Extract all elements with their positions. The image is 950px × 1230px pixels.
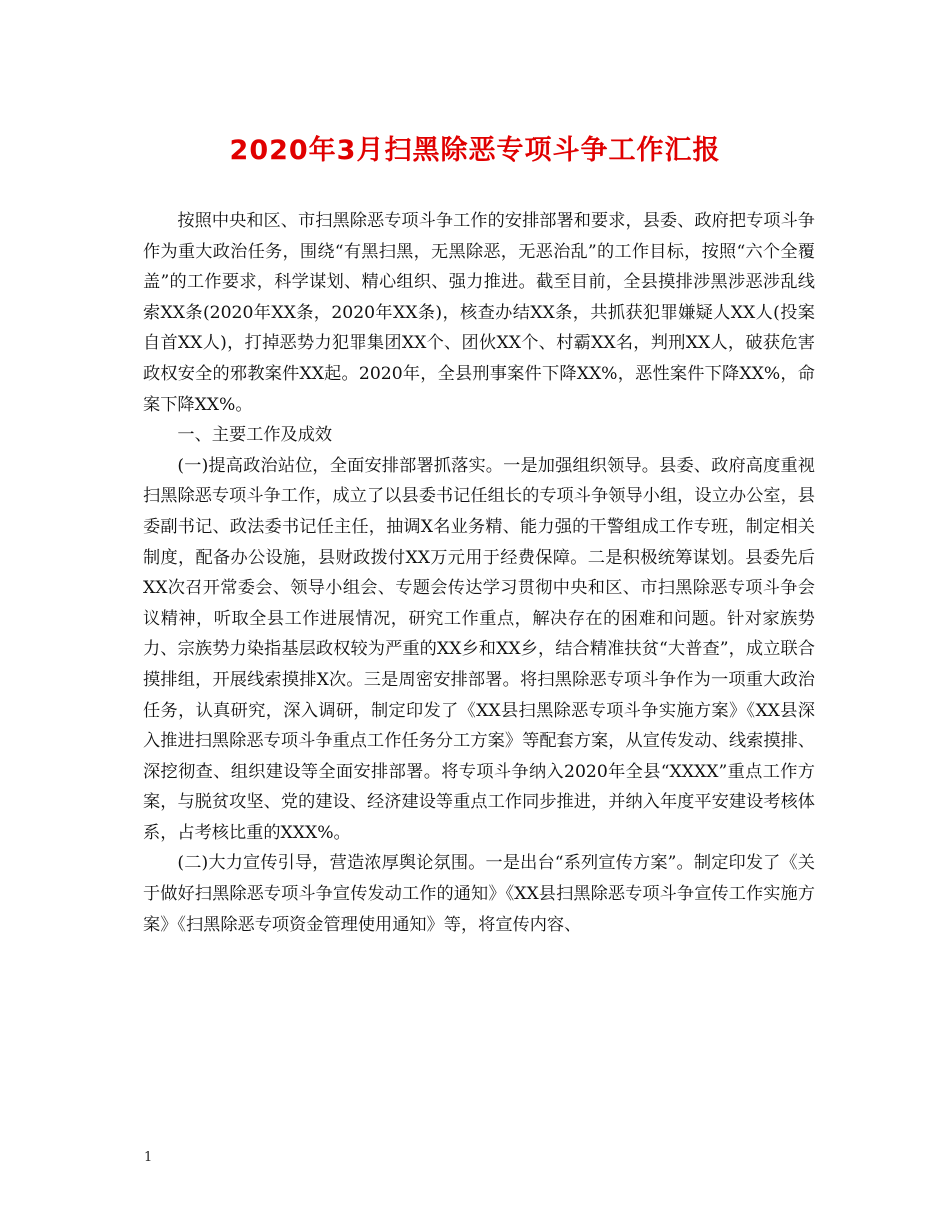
intro-paragraph: 按照中央和区、市扫黑除恶专项斗争工作的安排部署和要求，县委、政府把专项斗争作为重大政治任务，围绕“有黑扫黑，无黑除恶，无恶治乱”的工作目标，按照“六个全覆盖”的工作要求，科学谋划、精心组织、强力推进。截至目前，全县摸排涉黑涉恶涉乱线索XX条(2020年XX条，2020年XX条)，核查办结XX条，共抓获犯罪嫌疑人XX人(投案自首XX人)，打掉恶势力犯罪集团XX个、团伙XX个、村霸XX名，判刑XX人，破获危害政权安全的邪教案件XX起。2020年，全县刑事案件下降XX%，恶性案件下降XX%，命案下降XX%。 bbox=[143, 211, 815, 415]
subsection-paragraph-1: (一)提高政治站位，全面安排部署抓落实。一是加强组织领导。县委、政府高度重视扫黑除恶专项斗争工作，成立了以县委书记任组长的专项斗争领导小组，设立办公室，县委副书记、政法委书记任主任，抽调X名业务精、能力强的干警组成工作专班，制定相关制度，配备办公设施，县财政拨付XX万元用于经费保障。二是积极统筹谋划。县委先后XX次召开常委会、领导小组会、专题会传达学习贯彻中央和区、市扫黑除恶专项斗争会议精神，听取全县工作进展情况，研究工作重点，解决存在的困难和问题。针对家族势力、宗族势力染指基层政权较为严重的XX乡和XX乡，结合精准扶贫“大普查”，成立联合摸排组，开展线索摸排X次。三是周密安排部署。将扫黑除恶专项斗争作为一项重大政治任务，认真研究，深入调研，制定印发了《XX县扫黑除恶专项斗争实施方案》《XX县深入推进扫黑除恶专项斗争重点工作任务分工方案》等配套方案，从宣传发动、线索摸排、深挖彻查、组织建设等全面安排部署。将专项斗争纳入2020年全县“XXXX”重点工作方案，与脱贫攻坚、党的建设、经济建设等重点工作同步推进，并纳入年度平安建设考核体系，占考核比重的XXX%。 bbox=[143, 455, 815, 843]
section-heading: 一、主要工作及成效 bbox=[177, 425, 333, 446]
document-body bbox=[143, 206, 815, 940]
page-number: 1 bbox=[144, 1150, 153, 1165]
document-title: 2020年3月扫黑除恶专项斗争工作汇报 bbox=[229, 135, 721, 166]
subsection-paragraph-2: (二)大力宣传引导，营造浓厚舆论氛围。一是出台“系列宣传方案”。制定印发了《关于做好扫黑除恶专项斗争宣传发动工作的通知》《XX县扫黑除恶专项斗争宣传工作实施方案》《扫黑除恶专项资金管理使用通知》等，将宣传内容、 bbox=[143, 853, 815, 935]
